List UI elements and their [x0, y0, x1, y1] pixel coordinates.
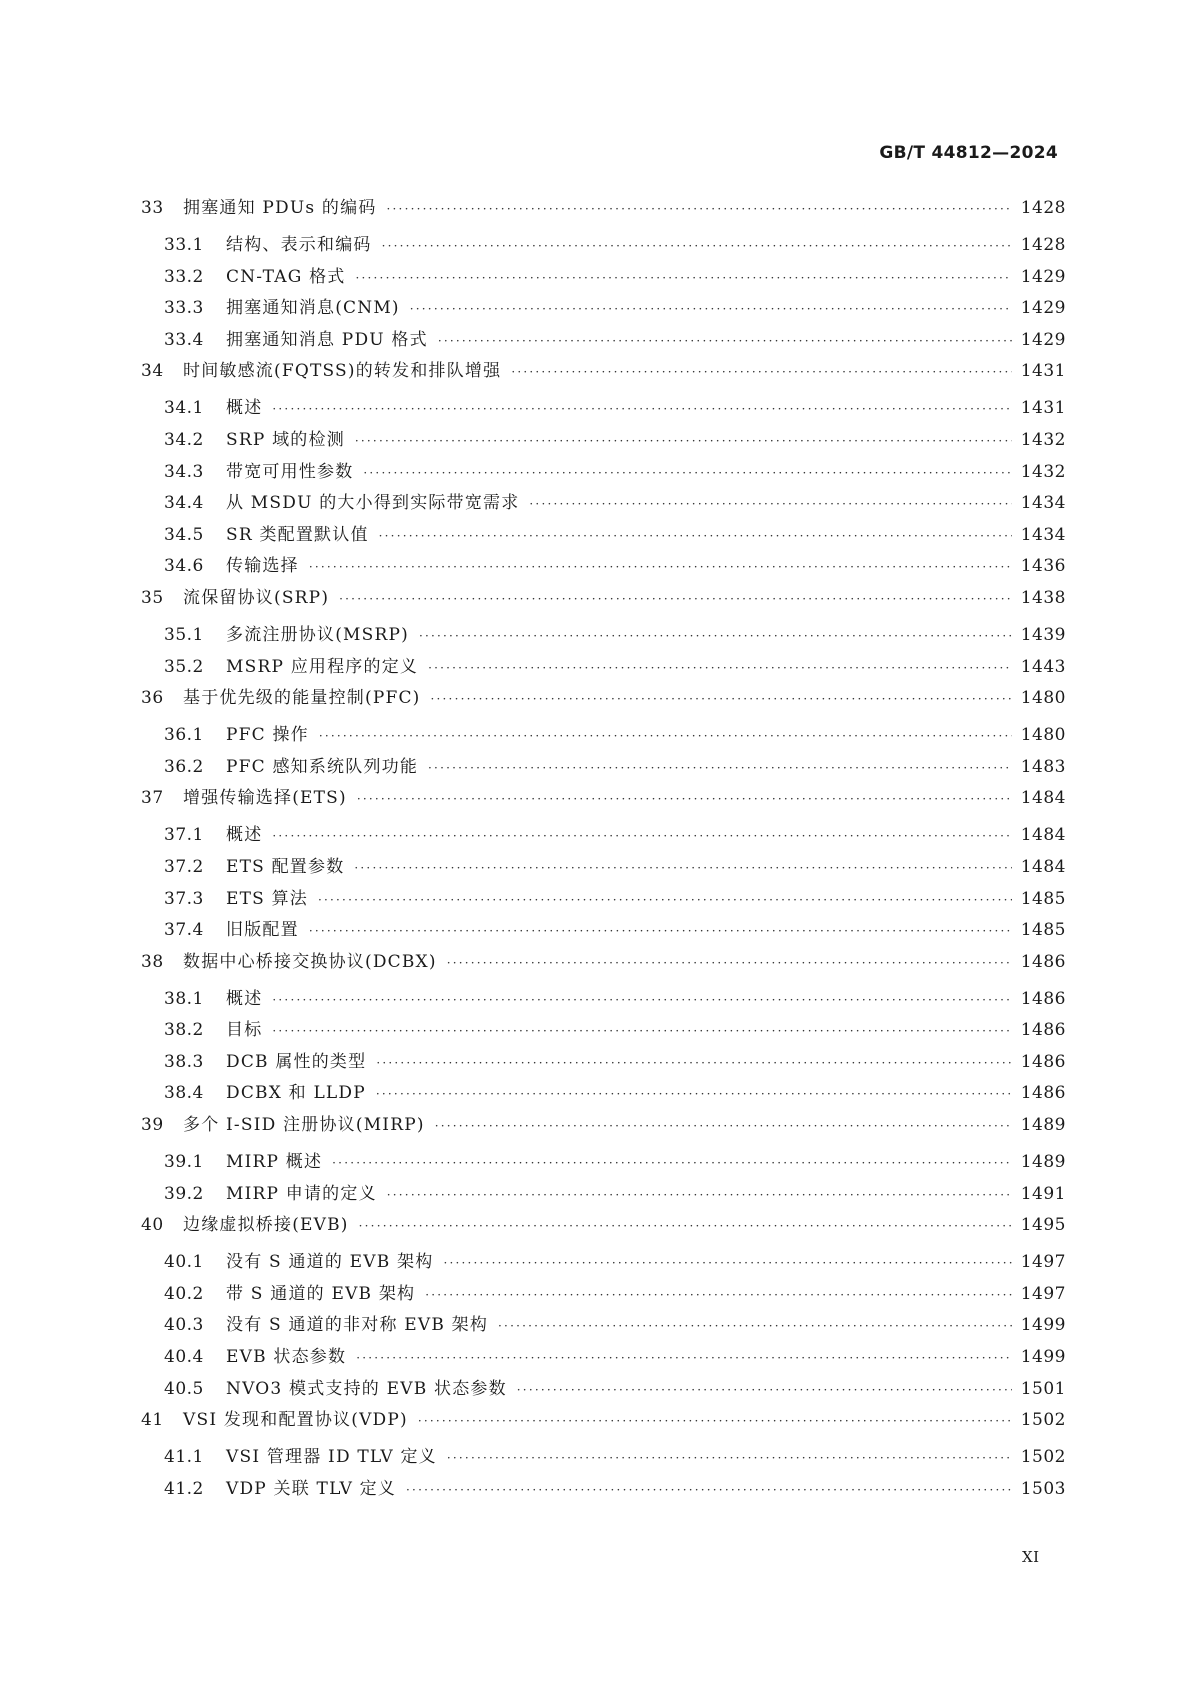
toc-entry-number: 33.4 — [164, 329, 204, 350]
toc-entry-title: 边缘虚拟桥接(EVB) — [183, 1215, 349, 1236]
toc-section-entry[interactable] — [141, 1342, 1066, 1374]
toc-entry-page: 1486 — [1020, 1020, 1066, 1041]
toc-entry-number: 38.3 — [164, 1051, 204, 1072]
toc-entry-number: 40.5 — [164, 1378, 204, 1399]
toc-entry-title: 从 MSDU 的大小得到实际带宽需求 — [226, 493, 520, 514]
toc-entry-page: 1484 — [1020, 825, 1066, 846]
toc-section-entry[interactable] — [141, 262, 1066, 294]
toc-entry-number: 35.2 — [164, 656, 204, 677]
toc-dot-leader — [419, 629, 1012, 643]
toc-dot-leader — [498, 1319, 1012, 1333]
toc-chapter-entry[interactable] — [141, 683, 1066, 720]
toc-dot-leader — [318, 893, 1012, 907]
toc-entry-title: 没有 S 通道的 EVB 架构 — [226, 1252, 434, 1273]
toc-entry-title: 拥塞通知消息 PDU 格式 — [226, 329, 428, 350]
toc-section-entry[interactable] — [141, 915, 1066, 947]
toc-section-entry[interactable] — [141, 457, 1066, 489]
toc-entry-page: 1497 — [1020, 1252, 1066, 1273]
toc-dot-leader — [431, 692, 1012, 706]
toc-entry-number: 34.3 — [164, 461, 204, 482]
toc-entry-page: 1501 — [1020, 1378, 1066, 1399]
toc-dot-leader — [435, 1119, 1012, 1133]
toc-dot-leader — [425, 1288, 1012, 1302]
toc-dot-leader — [359, 1219, 1012, 1233]
toc-section-entry[interactable] — [141, 1047, 1066, 1079]
toc-dot-leader — [447, 1451, 1012, 1465]
toc-entry-page: 1484 — [1020, 856, 1066, 877]
toc-section-entry[interactable] — [141, 551, 1066, 583]
toc-entry-number: 35.1 — [164, 624, 204, 645]
toc-entry-page: 1434 — [1020, 493, 1066, 514]
toc-section-entry[interactable] — [141, 393, 1066, 425]
toc-entry-title: MIRP 申请的定义 — [226, 1183, 377, 1204]
toc-entry-number: 39.2 — [164, 1183, 204, 1204]
toc-entry-title: 时间敏感流(FQTSS)的转发和排队增强 — [183, 361, 502, 382]
toc-section-entry[interactable] — [141, 884, 1066, 916]
toc-entry-number: 34.1 — [164, 398, 204, 419]
toc-entry-title: 增强传输选择(ETS) — [183, 788, 347, 809]
toc-entry-number: 38.1 — [164, 988, 204, 1009]
toc-entry-title: 目标 — [226, 1020, 263, 1041]
toc-entry-title: PFC 操作 — [226, 725, 309, 746]
toc-section-entry[interactable] — [141, 652, 1066, 684]
toc-entry-title: 流保留协议(SRP) — [183, 587, 330, 608]
toc-entry-title: 概述 — [226, 398, 263, 419]
page-number: XI — [1022, 1548, 1040, 1566]
toc-entry-number: 34.5 — [164, 524, 204, 545]
standard-code: GB/T 44812—2024 — [879, 143, 1058, 163]
toc-entry-number: 41 — [141, 1410, 164, 1431]
toc-dot-leader — [376, 1087, 1012, 1101]
toc-dot-leader — [354, 861, 1012, 875]
toc-entry-number: 33.3 — [164, 298, 204, 319]
toc-entry-number: 39 — [141, 1115, 164, 1136]
toc-entry-number: 37.2 — [164, 856, 204, 877]
toc-section-entry[interactable] — [141, 488, 1066, 520]
toc-entry-title: 结构、表示和编码 — [226, 235, 372, 255]
toc-entry-title: VSI 管理器 ID TLV 定义 — [226, 1447, 437, 1468]
toc-entry-title: 带 S 通道的 EVB 架构 — [226, 1283, 416, 1304]
toc-entry-number: 38 — [141, 951, 164, 972]
toc-entry-page: 1480 — [1020, 725, 1066, 746]
toc-entry-number: 41.2 — [164, 1478, 204, 1499]
toc-entry-number: 38.2 — [164, 1020, 204, 1041]
toc-entry-title: 没有 S 通道的非对称 EVB 架构 — [226, 1315, 489, 1336]
toc-section-entry[interactable] — [141, 820, 1066, 852]
toc-dot-leader — [382, 239, 1012, 253]
toc-section-entry[interactable] — [141, 752, 1066, 784]
toc-dot-leader — [410, 302, 1012, 316]
toc-dot-leader — [319, 729, 1012, 743]
toc-entry-title: 传输选择 — [226, 556, 299, 577]
toc-dot-leader — [428, 761, 1012, 775]
toc-entry-page: 1436 — [1020, 556, 1066, 577]
toc-section-entry[interactable] — [141, 1147, 1066, 1179]
toc-entry-title: 概述 — [226, 988, 263, 1009]
toc-dot-leader — [272, 1024, 1012, 1038]
toc-dot-leader — [309, 924, 1012, 938]
toc-chapter-entry[interactable] — [141, 783, 1066, 820]
toc-section-entry[interactable] — [141, 230, 1066, 262]
toc-entry-page: 1486 — [1020, 988, 1066, 1009]
toc-entry-number: 34.6 — [164, 556, 204, 577]
toc-entry-number: 38.4 — [164, 1083, 204, 1104]
toc-dot-leader — [418, 1414, 1012, 1428]
toc-entry-page: 1431 — [1020, 398, 1066, 419]
toc-entry-title: 多流注册协议(MSRP) — [226, 624, 409, 645]
toc-entry-page: 1480 — [1020, 688, 1066, 709]
toc-dot-leader — [406, 1483, 1012, 1497]
toc-entry-number: 34.4 — [164, 493, 204, 514]
toc-entry-page: 1486 — [1020, 1083, 1066, 1104]
toc-chapter-entry[interactable] — [141, 947, 1066, 984]
toc-entry-page: 1485 — [1020, 920, 1066, 941]
toc-entry-title: 基于优先级的能量控制(PFC) — [183, 688, 421, 709]
toc-chapter-entry[interactable] — [141, 1110, 1066, 1147]
toc-entry-title: 数据中心桥接交换协议(DCBX) — [183, 951, 437, 972]
toc-entry-page: 1484 — [1020, 788, 1066, 809]
toc-dot-leader — [272, 402, 1012, 416]
toc-section-entry[interactable] — [141, 520, 1066, 552]
toc-entry-title: NVO3 模式支持的 EVB 状态参数 — [226, 1378, 507, 1399]
toc-entry-title: DCB 属性的类型 — [226, 1051, 367, 1072]
toc-entry-number: 40.1 — [164, 1252, 204, 1273]
toc-entry-page: 1491 — [1020, 1183, 1066, 1204]
toc-dot-leader — [332, 1156, 1012, 1170]
toc-dot-leader — [387, 202, 1012, 216]
toc-entry-number: 40.2 — [164, 1283, 204, 1304]
table-of-contents — [141, 193, 1066, 1505]
toc-entry-page: 1486 — [1020, 951, 1066, 972]
toc-entry-number: 40.4 — [164, 1347, 204, 1368]
toc-entry-page: 1485 — [1020, 888, 1066, 909]
toc-entry-title: ETS 算法 — [226, 888, 308, 909]
toc-entry-page: 1429 — [1020, 266, 1066, 287]
toc-entry-page: 1489 — [1020, 1152, 1066, 1173]
toc-section-entry[interactable] — [141, 1442, 1066, 1474]
toc-entry-number: 33 — [141, 198, 164, 218]
toc-section-entry[interactable] — [141, 1015, 1066, 1047]
toc-entry-number: 34.2 — [164, 429, 204, 450]
toc-entry-title: DCBX 和 LLDP — [226, 1083, 366, 1104]
toc-entry-number: 37 — [141, 788, 164, 809]
toc-chapter-entry[interactable] — [141, 1210, 1066, 1247]
toc-chapter-entry[interactable] — [141, 583, 1066, 620]
toc-entry-title: ETS 配置参数 — [226, 856, 345, 877]
toc-entry-number: 37.1 — [164, 825, 204, 846]
toc-entry-page: 1428 — [1020, 198, 1066, 218]
toc-entry-number: 39.1 — [164, 1152, 204, 1173]
toc-entry-title: MIRP 概述 — [226, 1152, 323, 1173]
toc-entry-page: 1434 — [1020, 524, 1066, 545]
toc-section-entry[interactable] — [141, 293, 1066, 325]
toc-entry-page: 1429 — [1020, 329, 1066, 350]
toc-entry-title: 多个 I-SID 注册协议(MIRP) — [183, 1115, 425, 1136]
toc-entry-number: 37.4 — [164, 920, 204, 941]
toc-entry-number: 33.1 — [164, 235, 204, 255]
toc-chapter-entry[interactable] — [141, 1405, 1066, 1442]
toc-entry-page: 1483 — [1020, 756, 1066, 777]
toc-entry-title: 概述 — [226, 825, 263, 846]
toc-entry-title: VDP 关联 TLV 定义 — [226, 1478, 397, 1499]
toc-dot-leader — [339, 592, 1012, 606]
toc-section-entry[interactable] — [141, 620, 1066, 652]
toc-entry-title: PFC 感知系统队列功能 — [226, 756, 419, 777]
toc-entry-number: 36 — [141, 688, 164, 709]
toc-entry-page: 1438 — [1020, 587, 1066, 608]
toc-entry-number: 36.2 — [164, 756, 204, 777]
toc-section-entry[interactable] — [141, 984, 1066, 1016]
toc-dot-leader — [357, 792, 1012, 806]
toc-dot-leader — [529, 497, 1012, 511]
toc-section-entry[interactable] — [141, 1247, 1066, 1279]
toc-entry-title: VSI 发现和配置协议(VDP) — [183, 1410, 408, 1431]
toc-section-entry[interactable] — [141, 425, 1066, 457]
toc-entry-number: 35 — [141, 587, 164, 608]
toc-entry-number: 40.3 — [164, 1315, 204, 1336]
toc-section-entry[interactable] — [141, 1078, 1066, 1110]
toc-entry-number: 40 — [141, 1215, 164, 1236]
toc-dot-leader — [447, 956, 1012, 970]
toc-dot-leader — [379, 529, 1012, 543]
toc-entry-number: 37.3 — [164, 888, 204, 909]
toc-chapter-entry[interactable] — [141, 193, 1066, 230]
toc-entry-page: 1428 — [1020, 235, 1066, 255]
toc-entry-title: MSRP 应用程序的定义 — [226, 656, 419, 677]
toc-entry-title: 带宽可用性参数 — [226, 461, 354, 482]
toc-section-entry[interactable] — [141, 1474, 1066, 1506]
toc-dot-leader — [272, 829, 1012, 843]
toc-entry-page: 1499 — [1020, 1315, 1066, 1336]
toc-section-entry[interactable] — [141, 1279, 1066, 1311]
toc-entry-page: 1499 — [1020, 1347, 1066, 1368]
toc-dot-leader — [376, 1056, 1012, 1070]
toc-entry-page: 1497 — [1020, 1283, 1066, 1304]
toc-dot-leader — [517, 1383, 1012, 1397]
toc-dot-leader — [387, 1188, 1012, 1202]
toc-dot-leader — [272, 993, 1012, 1007]
toc-section-entry[interactable] — [141, 1310, 1066, 1342]
toc-section-entry[interactable] — [141, 720, 1066, 752]
toc-section-entry[interactable] — [141, 325, 1066, 357]
toc-entry-title: 拥塞通知 PDUs 的编码 — [183, 198, 377, 218]
toc-entry-title: CN-TAG 格式 — [226, 266, 346, 287]
toc-dot-leader — [363, 466, 1012, 480]
toc-section-entry[interactable] — [141, 1374, 1066, 1406]
toc-dot-leader — [356, 271, 1013, 285]
toc-entry-page: 1443 — [1020, 656, 1066, 677]
toc-dot-leader — [443, 1256, 1012, 1270]
toc-entry-page: 1439 — [1020, 624, 1066, 645]
toc-entry-title: SRP 域的检测 — [226, 429, 345, 450]
toc-dot-leader — [356, 1351, 1012, 1365]
toc-entry-page: 1503 — [1020, 1478, 1066, 1499]
toc-dot-leader — [355, 434, 1012, 448]
toc-dot-leader — [438, 334, 1012, 348]
toc-entry-title: SR 类配置默认值 — [226, 524, 369, 545]
toc-entry-page: 1495 — [1020, 1215, 1066, 1236]
toc-entry-title: 拥塞通知消息(CNM) — [226, 298, 400, 319]
toc-entry-number: 36.1 — [164, 725, 204, 746]
toc-entry-title: 旧版配置 — [226, 920, 299, 941]
toc-entry-page: 1431 — [1020, 361, 1066, 382]
toc-dot-leader — [511, 365, 1012, 379]
toc-entry-number: 41.1 — [164, 1447, 204, 1468]
toc-entry-title: EVB 状态参数 — [226, 1347, 347, 1368]
toc-entry-page: 1432 — [1020, 461, 1066, 482]
toc-entry-page: 1432 — [1020, 429, 1066, 450]
toc-entry-page: 1429 — [1020, 298, 1066, 319]
toc-section-entry[interactable] — [141, 852, 1066, 884]
toc-entry-page: 1486 — [1020, 1051, 1066, 1072]
toc-entry-number: 34 — [141, 361, 164, 382]
toc-entry-number: 33.2 — [164, 266, 204, 287]
toc-entry-page: 1489 — [1020, 1115, 1066, 1136]
toc-entry-page: 1502 — [1020, 1410, 1066, 1431]
toc-section-entry[interactable] — [141, 1179, 1066, 1211]
toc-dot-leader — [309, 560, 1012, 574]
toc-dot-leader — [428, 661, 1012, 675]
toc-chapter-entry[interactable] — [141, 356, 1066, 393]
toc-entry-page: 1502 — [1020, 1447, 1066, 1468]
